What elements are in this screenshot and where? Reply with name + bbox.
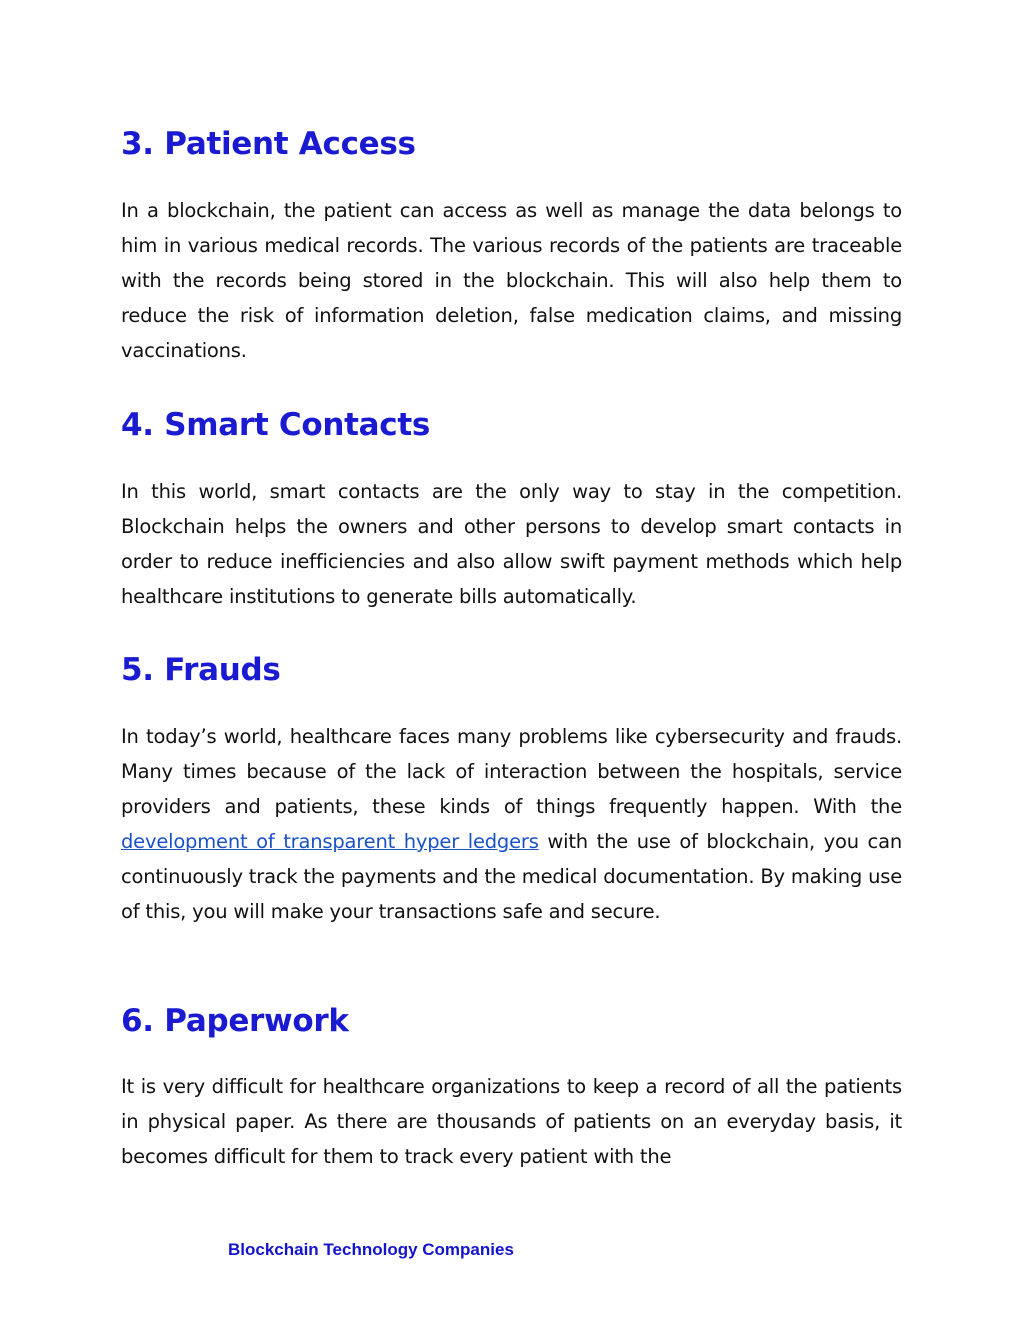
section-paperwork <box>121 1001 902 1168</box>
paragraph-text-before-link: In today’s world, healthcare faces many problems like cybersecurity and frauds. Many times because of the lack of interaction between the hospitals, service providers and patients, these kinds of things frequently happen. With the <box>121 725 902 818</box>
section-frauds <box>121 650 902 923</box>
page-footer: Blockchain Technology Companies <box>228 1240 514 1259</box>
section-paragraph: In this world, smart contacts are the only way to stay in the competition. Blockchain helps the owners and other persons to develop smart contacts in order to reduce inefficiencies and also allow swift payment methods which help healthcare institutions to generate bills automatically. <box>121 480 902 608</box>
section-heading: 3. Patient Access <box>121 126 416 162</box>
section-paragraph: In a blockchain, the patient can access as well as manage the data belongs to him in various medical records. The various records of the patients are traceable with the records being stored in the blockchain. This will also help them to reduce the risk of information deletion, false medication claims, and missing vaccinations. <box>121 199 902 362</box>
section-heading: 6. Paperwork <box>121 1003 349 1039</box>
paragraph-text-after-link: with the use of blockchain, you can continuously track the payments and the medical documentation. By making use of this, you will make your transactions safe and secure. <box>121 830 902 923</box>
section-patient-access <box>121 124 902 362</box>
section-paragraph <box>121 719 902 929</box>
section-smart-contacts <box>121 405 902 608</box>
section-heading: 5. Frauds <box>121 652 281 688</box>
transparent-hyper-ledgers-link[interactable]: development of transparent hyper ledgers <box>121 830 539 853</box>
section-heading: 4. Smart Contacts <box>121 407 430 443</box>
section-paragraph: It is very difficult for healthcare organizations to keep a record of all the patients in physical paper. As there are thousands of patients on an everyday basis, it becomes difficult for them to track every patient with the <box>121 1075 902 1168</box>
